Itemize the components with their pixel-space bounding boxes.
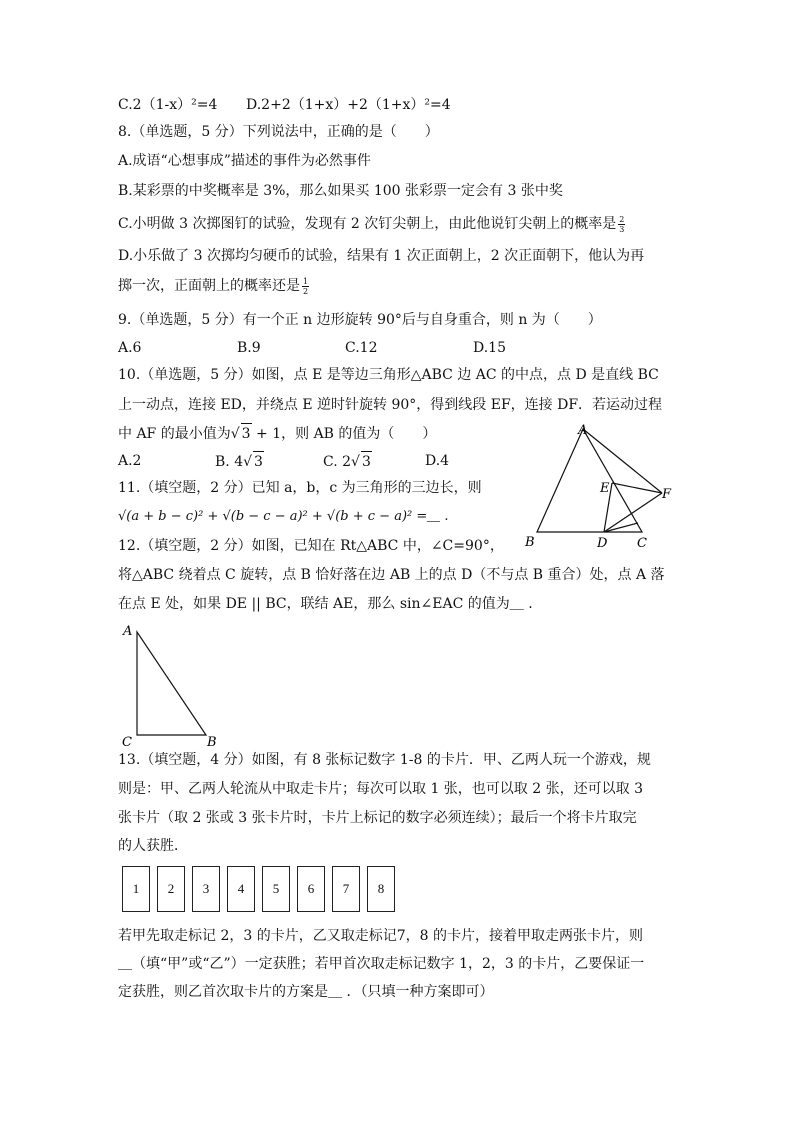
question-11-expression: √(a + b − c)² + √(b − c − a)² + √(b + c − a)² =＿ . — [118, 509, 449, 524]
figure-question-12 — [118, 620, 228, 750]
card-2: 2 — [157, 866, 185, 912]
question-13-line6: ＿（填“甲”或“乙”）一定获胜；若甲首次取走标记数字 1，2，3 的卡片，乙要保证一 — [118, 956, 645, 972]
question-10-line2: 上一动点，连接 ED，并绕点 E 逆时针旋转 90°，得到线段 EF，连接 DF．若运动过程 — [118, 397, 663, 413]
question-9-option-d: D.15 — [473, 340, 506, 356]
question-13-line5: 若甲先取走标记 2，3 的卡片，乙又取走标记7，8 的卡片，接着甲取走两张卡片，则 — [118, 928, 643, 944]
label-b: B — [525, 535, 535, 550]
card-4: 4 — [227, 866, 255, 912]
question-9-option-b: B.9 — [237, 340, 261, 356]
question-13-line4: 的人获胜． — [118, 838, 188, 854]
label-d: D — [597, 536, 608, 551]
question-12-line1: 12.（填空题，2 分）如图，已知在 Rt△ABC 中，∠C=90°， — [118, 538, 504, 554]
question-13-line3: 张卡片（取 2 张或 3 张卡片时，卡片上标记的数字必须连续）；最后一个将卡片取完 — [118, 810, 637, 826]
option-b-text: B. 4 — [215, 454, 244, 470]
label-c: C — [122, 735, 132, 750]
question-10-text-end: + 1，则 AB 的值为（ ） — [256, 426, 437, 442]
sqrt-radicand: 3 — [361, 451, 372, 472]
fraction — [618, 215, 625, 234]
question-10-option-c: C. 2√ 3 — [323, 451, 372, 472]
question-13-line2: 则是：甲、乙两人轮流从中取走卡片；每次可以取 1 张，也可以取 2 张，还可以取 3 — [118, 781, 643, 797]
segment-d-inner — [604, 523, 638, 532]
question-12-line3: 在点 E 处，如果 DE || BC，联结 AE，那么 sin∠EAC 的值为＿ . — [118, 596, 533, 612]
label-a: A — [123, 624, 133, 639]
question-11-line1: 11.（填空题，2 分）已知 a，b，c 为三角形的三边长，则 — [118, 480, 482, 496]
fraction-denominator: 3 — [619, 224, 625, 234]
question-10-line1: 10.（单选题，5 分）如图，点 E 是等边三角形△ABC 边 AC 的中点，点 D 是直线 BC — [118, 367, 659, 383]
question-8-option-d-line2 — [118, 276, 309, 296]
card-8: 8 — [367, 866, 395, 912]
question-8-stem: 8.（单选题，5 分）下列说法中，正确的是（ ） — [118, 124, 439, 140]
card-1: 1 — [122, 866, 150, 912]
question-9-option-c: C.12 — [345, 340, 378, 356]
segment-af — [583, 429, 662, 493]
question-10-option-d: D.4 — [425, 453, 450, 469]
option-c-q7: C.2（1-x）²=4 — [118, 97, 218, 113]
card-7: 7 — [332, 866, 360, 912]
fraction-denominator: 2 — [303, 286, 309, 296]
question-10-text: 中 AF 的最小值为 — [118, 426, 231, 442]
option-d-q7: D.2+2（1+x）+2（1+x）²=4 — [246, 97, 451, 113]
segment-ef — [612, 483, 662, 493]
question-10-line3: 中 AF 的最小值为√ 3 + 1，则 AB 的值为（ ） — [118, 423, 436, 444]
question-8-option-a: A.成语“心想事成”描述的事件为必然事件 — [118, 153, 371, 169]
segment-df — [604, 493, 662, 532]
question-8-option-c — [118, 214, 625, 234]
card-5: 5 — [262, 866, 290, 912]
fraction — [302, 277, 309, 296]
question-10-option-a: A.2 — [118, 453, 142, 469]
figure-question-10 — [520, 420, 680, 555]
question-9-option-a: A.6 — [118, 340, 142, 356]
question-13-line7: 定获胜，则乙首次取卡片的方案是＿ ．（只填一种方案即可） — [118, 984, 494, 1000]
question-10-option-b: B. 4√ 3 — [215, 451, 264, 472]
question-8-option-b: B.某彩票的中奖概率是 3%，那么如果买 100 张彩票一定会有 3 张中奖 — [118, 183, 563, 199]
question-9-stem: 9.（单选题，5 分）有一个正 n 边形旋转 90°后与自身重合，则 n 为（ ） — [118, 312, 602, 328]
fraction-numerator: 1 — [303, 276, 309, 286]
label-e: E — [600, 481, 610, 496]
label-b: B — [207, 735, 217, 750]
option-c-text: C. 2 — [323, 454, 352, 470]
label-c: C — [637, 536, 647, 551]
fraction-numerator: 2 — [619, 214, 625, 224]
right-triangle-abc — [137, 632, 206, 735]
question-8-option-d-text: 掷一次，正面朝上的概率还是 — [118, 278, 300, 294]
label-f: F — [662, 487, 672, 502]
sqrt-radicand: 3 — [253, 451, 264, 472]
sqrt-radicand: 3 — [241, 423, 252, 444]
question-13-line1: 13.（填空题，4 分）如图，有 8 张标记数字 1-8 的卡片．甲、乙两人玩一个游戏，规 — [118, 752, 651, 768]
question-12-line2: 将△ABC 绕着点 C 旋转，点 B 恰好落在边 AB 上的点 D（不与点 B 重合）处，点 A 落 — [118, 567, 665, 583]
card-3: 3 — [192, 866, 220, 912]
label-a: A — [578, 423, 588, 438]
card-6: 6 — [297, 866, 325, 912]
question-8-option-d-line1: D.小乐做了 3 次掷均匀硬币的试验，结果有 1 次正面朝上，2 次正面朝下，他认为再 — [118, 248, 645, 264]
question-8-option-c-text: C.小明做 3 次掷图钉的试验，发现有 2 次钉尖朝上，由此他说钉尖朝上的概率是 — [118, 216, 617, 232]
